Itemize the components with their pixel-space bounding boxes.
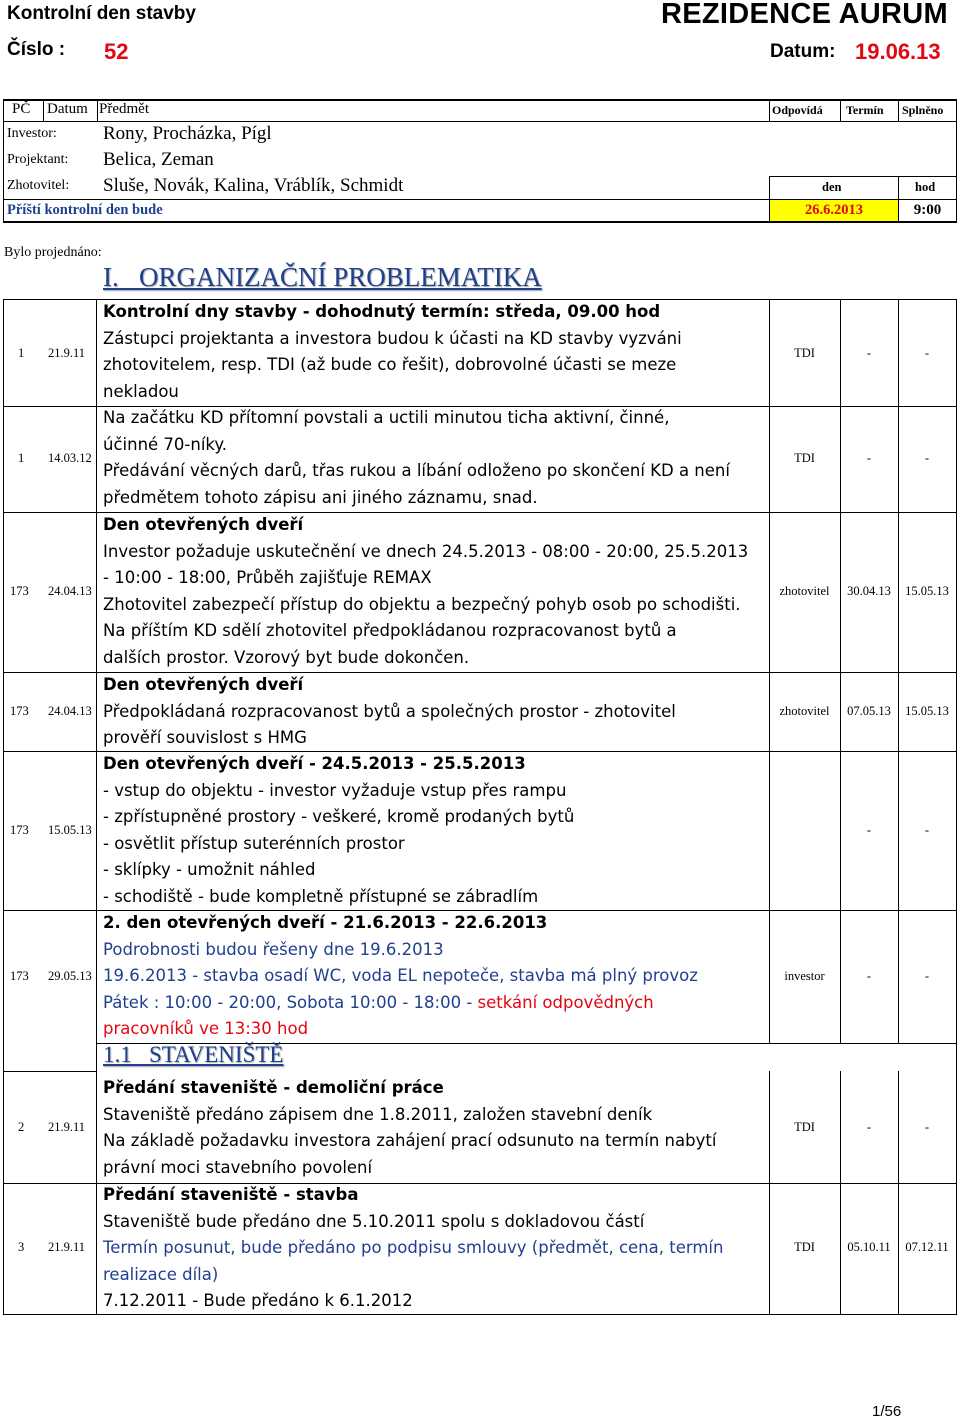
row-date: 15.05.13 <box>48 823 92 837</box>
next-den-label: den <box>822 180 842 194</box>
row-responsible: investor <box>784 969 825 983</box>
row-subject-title: Den otevřených dveří <box>103 515 304 534</box>
page-number: 1/56 <box>872 1403 902 1420</box>
row-subject-title: 2. den otevřených dveří - 21.6.2013 - 22.6.2013 <box>103 913 548 932</box>
row-subject-line: pracovníků ve 13:30 hod <box>103 1019 309 1039</box>
row-subject-line: Zástupci projektanta a investora budou k účasti na KD stavby vyzváni <box>103 328 682 348</box>
row-completed: 15.05.13 <box>905 704 949 718</box>
col-splneno-header: Splněno <box>902 103 944 117</box>
row-subject-title: Předání staveniště - demoliční práce <box>103 1078 444 1097</box>
row-subject-line: Staveniště bude předáno dne 5.10.2011 spolu s dokladovou částí <box>103 1211 645 1231</box>
row-subject-line: - schodiště - bude kompletně přístupné se zábradlím <box>103 886 539 906</box>
next-meeting-time: 9:00 <box>913 202 942 218</box>
row-subject <box>103 751 574 911</box>
investor-value: Rony, Procházka, Pígl <box>103 123 272 144</box>
row-pc: 1 <box>18 346 25 360</box>
row-date: 14.03.12 <box>48 451 92 465</box>
col-pc-header: PČ <box>12 101 31 117</box>
row-completed: - <box>924 346 930 360</box>
row-subject-line: - sklípky - umožnit náhled <box>103 860 316 880</box>
row-pc: 3 <box>18 1240 25 1254</box>
row-date: 21.9.11 <box>48 346 86 360</box>
row-completed: - <box>924 1120 930 1134</box>
row-subject <box>103 1182 723 1315</box>
row-date: 29.05.13 <box>48 969 92 983</box>
row-subject-line: - osvětlit přístup suterénních prostor <box>103 833 405 853</box>
datum-value: 19.06.13 <box>855 39 941 64</box>
row-subject-line: Podrobnosti budou řešeny dne 19.6.2013 <box>103 939 444 959</box>
col-datum-header: Datum <box>47 101 88 117</box>
row-subject-line: Staveniště předáno zápisem dne 1.8.2011, založen stavební deník <box>103 1104 653 1124</box>
row-subject-line: Předávání věcných darů, třas rukou a líbání odloženo po skončení KD a není <box>103 461 730 481</box>
document-title: Kontrolní den stavby <box>7 3 196 24</box>
investor-label: Investor: <box>7 126 57 141</box>
row-deadline: 07.05.13 <box>847 704 891 718</box>
project-name: REZIDENCE AURUM <box>661 0 948 30</box>
row-subject-title: Kontrolní dny stavby - dohodnutý termín: středa, 09.00 hod <box>103 302 661 321</box>
cislo-label: Číslo : <box>7 39 66 60</box>
row-subject-line: 19.6.2013 - stavba osadí WC, voda EL nepoteče, stavba má plný provoz <box>103 966 698 986</box>
section-organizacni-title: I. ORGANIZAČNÍ PROBLEMATIKA <box>103 262 542 292</box>
col-odpovida-header: Odpovídá <box>772 103 823 117</box>
row-subject <box>103 1075 716 1181</box>
next-meeting-label: Příští kontrolní den bude <box>7 202 163 218</box>
row-subject-line: setkání odpovědných <box>477 992 654 1012</box>
col-termin-header: Termín <box>846 103 884 117</box>
row-subject-line: 7.12.2011 - Bude předáno k 6.1.2012 <box>103 1291 413 1311</box>
row-pc: 173 <box>10 823 29 837</box>
row-subject-line: Investor požaduje uskutečnění ve dnech 24.5.2013 - 08:00 - 20:00, 25.5.2013 <box>103 541 749 561</box>
row-subject-line: nekladou <box>103 381 179 401</box>
row-completed: 07.12.11 <box>905 1240 949 1254</box>
section-staveniste-title: 1.1 STAVENIŠTĚ <box>103 1042 284 1067</box>
row-responsible: TDI <box>794 451 815 465</box>
datum-label: Datum: <box>770 41 836 62</box>
row-deadline: - <box>866 1120 872 1134</box>
row-subject-title: Den otevřených dveří - 24.5.2013 - 25.5.2013 <box>103 754 526 773</box>
row-subject-line: Na příštím KD sdělí zhotovitel předpokládanou rozpracovanost bytů a <box>103 621 677 641</box>
row-deadline: 05.10.11 <box>847 1240 891 1254</box>
row-date: 21.9.11 <box>48 1240 86 1254</box>
row-subject-line: Pátek : 10:00 - 20:00, Sobota 10:00 - 18:00 - <box>103 992 478 1012</box>
row-completed: - <box>924 823 930 837</box>
row-subject-line: - vstup do objektu - investor vyžaduje vstup přes rampu <box>103 780 567 800</box>
row-responsible: TDI <box>794 1240 815 1254</box>
projektant-value: Belica, Zeman <box>103 149 214 170</box>
row-date: 24.04.13 <box>48 584 92 598</box>
row-subject-line: - zpřístupněné prostory - veškeré, kromě prodaných bytů <box>103 807 575 827</box>
row-subject-line: realizace díla) <box>103 1264 219 1284</box>
row-deadline: 30.04.13 <box>847 584 891 598</box>
row-completed: - <box>924 451 930 465</box>
col-predmet-header: Předmět <box>99 101 149 117</box>
projektant-label: Projektant: <box>7 152 69 167</box>
row-subject <box>103 910 698 1043</box>
row-subject-line: Na začátku KD přítomní povstali a uctili minutou ticha aktivní, činné, <box>103 408 670 427</box>
row-date: 21.9.11 <box>48 1120 86 1134</box>
row-subject-line: Termín posunut, bude předáno po podpisu smlouvy (předmět, cena, termín <box>103 1238 724 1258</box>
row-deadline: - <box>866 346 872 360</box>
row-responsible: TDI <box>794 346 815 360</box>
discussed-label: Bylo projednáno: <box>4 245 102 260</box>
row-pc: 2 <box>18 1120 25 1134</box>
row-responsible: TDI <box>794 1120 815 1134</box>
row-subject-line: dalších prostor. Vzorový byt bude dokončen. <box>103 647 470 667</box>
row-subject-title: Předání staveniště - stavba <box>103 1185 359 1204</box>
row-responsible: zhotovitel <box>779 704 830 718</box>
row-subject-line: prověří souvislost s HMG <box>103 728 307 748</box>
row-responsible: zhotovitel <box>779 584 830 598</box>
row-subject <box>103 299 682 405</box>
row-pc: 1 <box>18 451 25 465</box>
row-subject <box>103 405 730 511</box>
row-pc: 173 <box>10 704 29 718</box>
next-hod-label: hod <box>915 180 936 194</box>
cislo-value: 52 <box>104 39 129 64</box>
zhotovitel-value: Sluše, Novák, Kalina, Vráblík, Schmidt <box>103 175 404 196</box>
row-deadline: - <box>866 451 872 465</box>
row-subject-line: Zhotovitel zabezpečí přístup do objektu a bezpečný pohyb osob po schodišti. <box>103 594 741 614</box>
row-pc: 173 <box>10 969 29 983</box>
row-pc: 173 <box>10 584 29 598</box>
zhotovitel-label: Zhotovitel: <box>7 178 70 193</box>
row-completed: 15.05.13 <box>905 584 949 598</box>
next-meeting-date: 26.6.2013 <box>805 202 863 218</box>
row-subject-line: zhotovitelem, resp. TDI (až bude co řešit), dobrovolné účasti se meze <box>103 355 677 375</box>
row-completed: - <box>924 969 930 983</box>
row-subject-line: právní moci stavebního povolení <box>103 1157 373 1177</box>
row-subject-line: předmětem tohoto zápisu ani jiného záznamu, snad. <box>103 487 538 507</box>
row-deadline: - <box>866 823 872 837</box>
row-subject-line: účinné 70-níky. <box>103 434 228 454</box>
row-subject <box>103 512 748 672</box>
row-subject <box>103 672 676 752</box>
row-subject-line: - 10:00 - 18:00, Průběh zajišťuje REMAX <box>103 568 432 588</box>
row-date: 24.04.13 <box>48 704 92 718</box>
row-subject-title: Den otevřených dveří <box>103 675 304 694</box>
row-subject-line: Na základě požadavku investora zahájení prací odsunuto na termín nabytí <box>103 1131 717 1151</box>
row-deadline: - <box>866 969 872 983</box>
row-subject-line: Předpokládaná rozpracovanost bytů a společných prostor - zhotovitel <box>103 701 676 721</box>
